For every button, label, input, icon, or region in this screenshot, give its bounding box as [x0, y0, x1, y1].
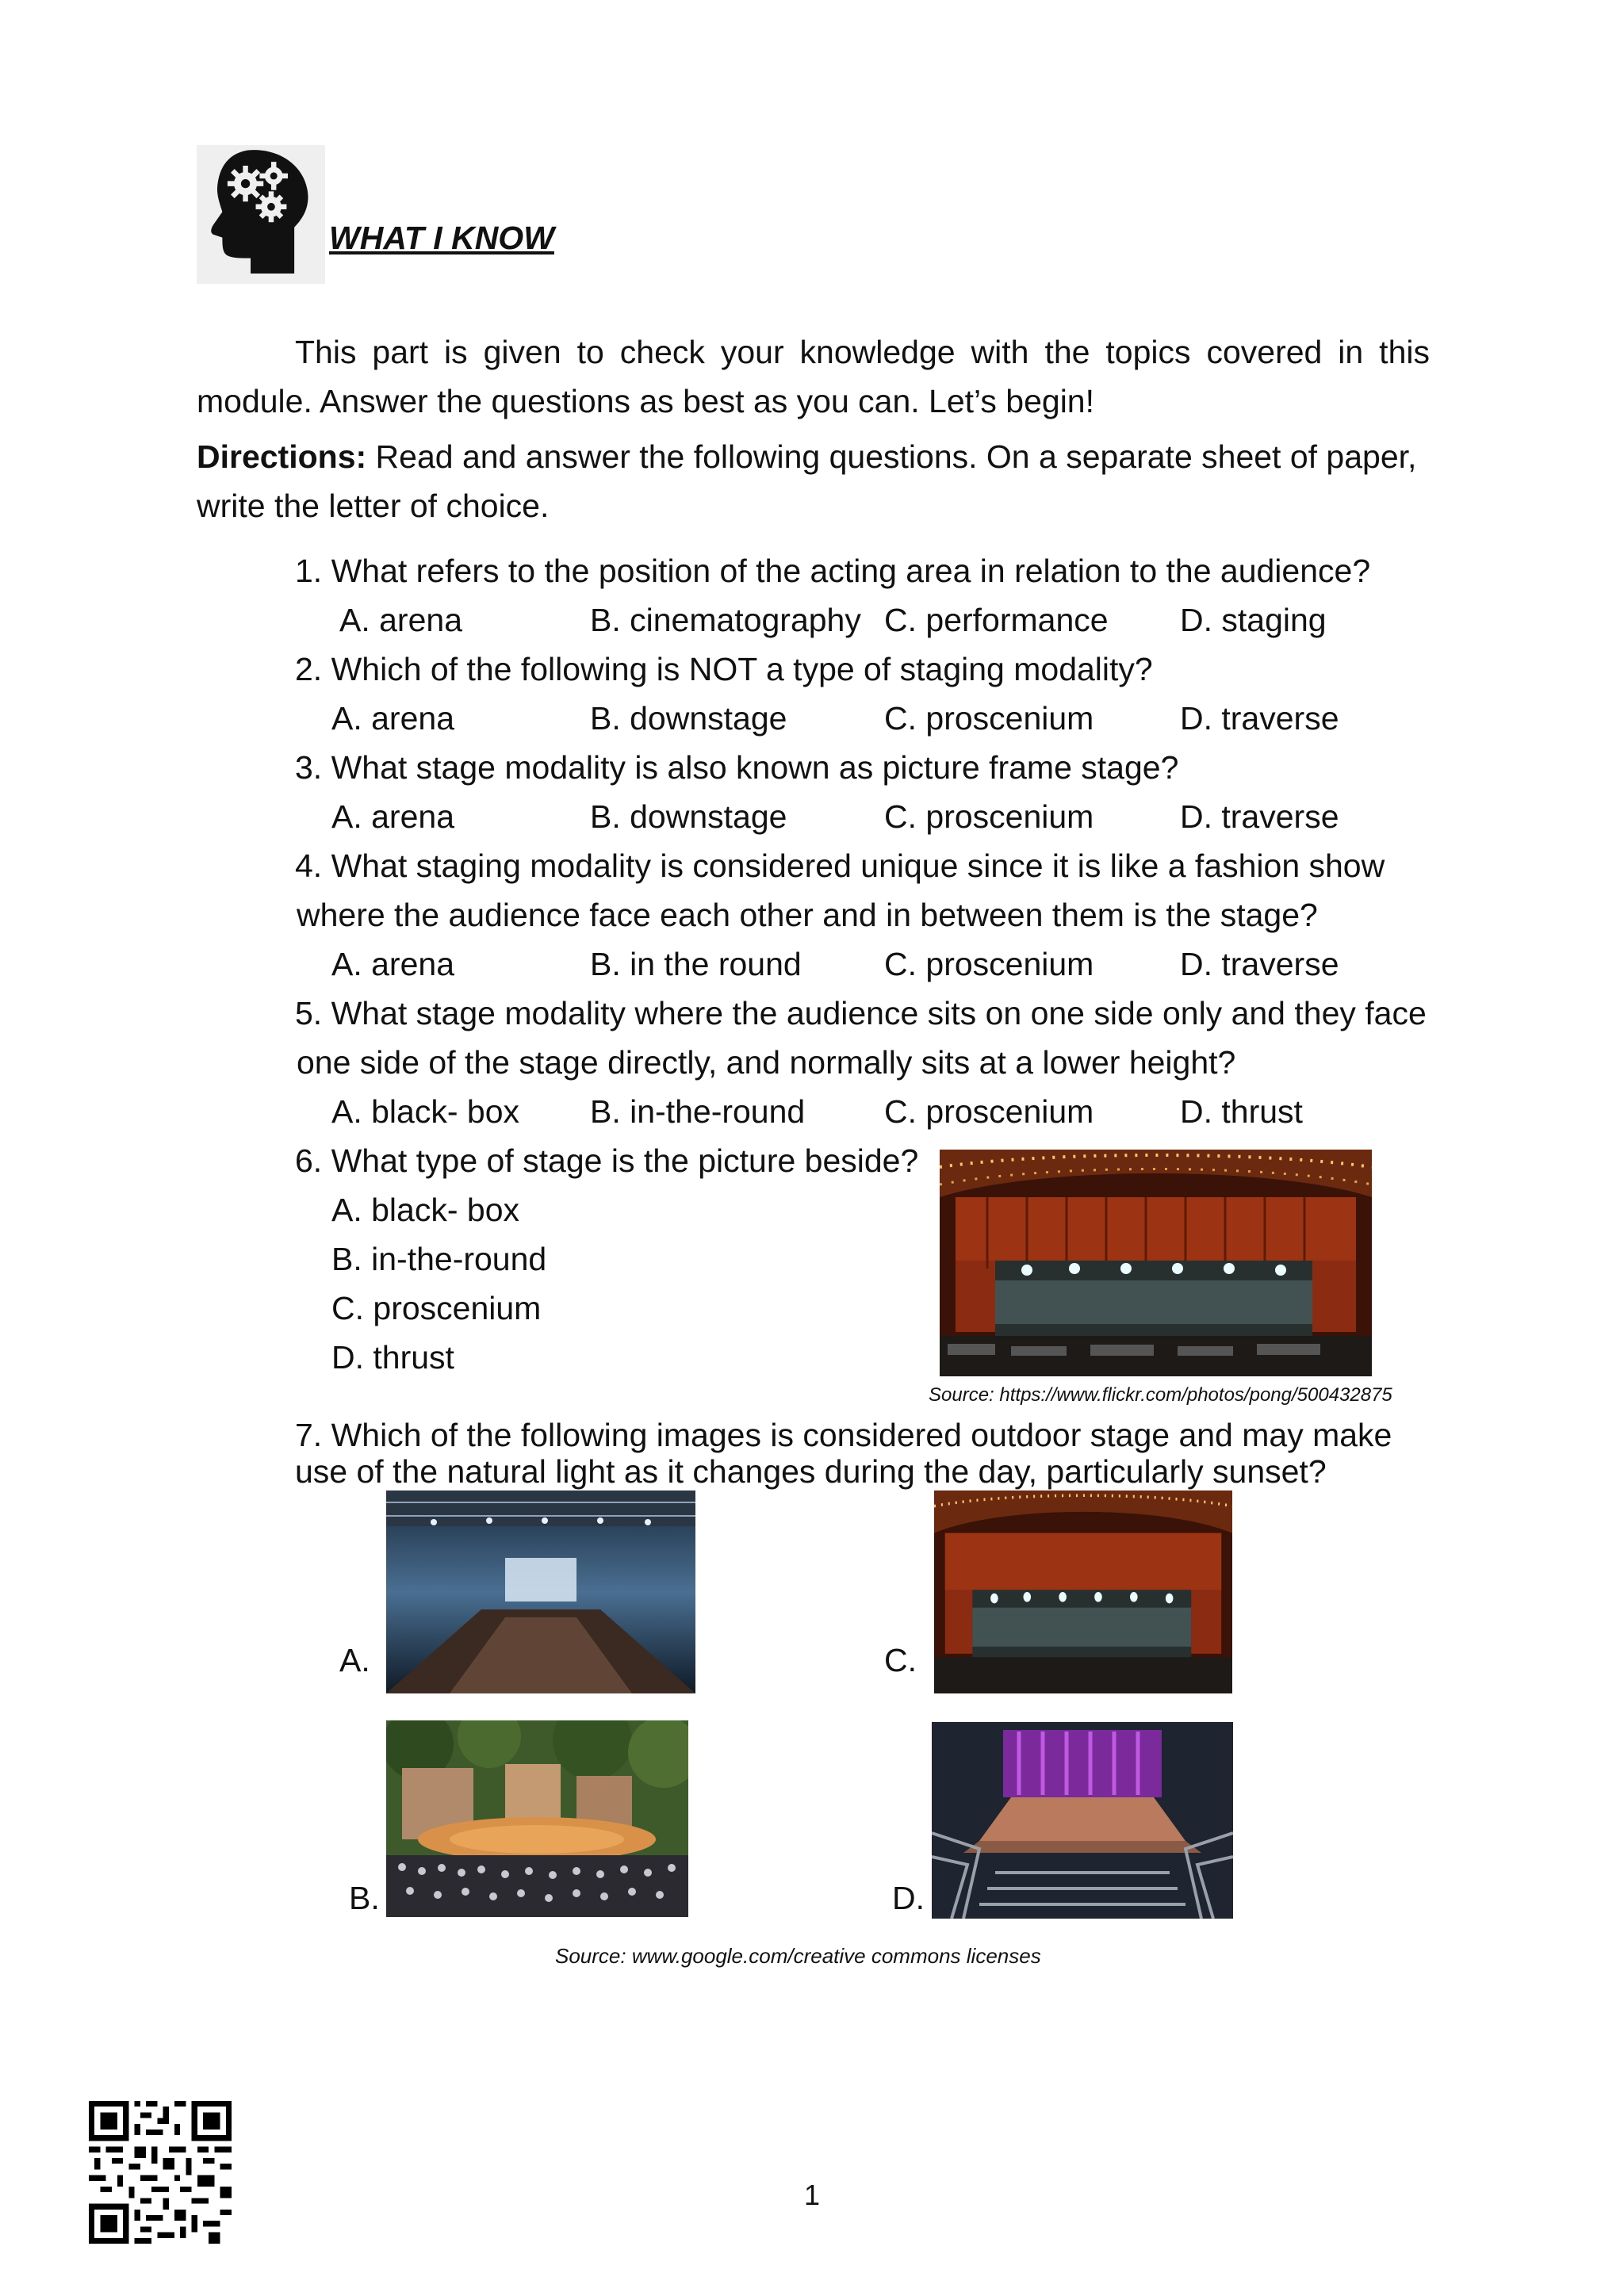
q3-option-b: B. downstage — [590, 798, 787, 835]
question-2: 2. Which of the following is NOT a type of staging modality? — [295, 651, 1153, 687]
q1-option-b: B. cinematography — [590, 602, 861, 638]
q4-option-a: A. arena — [331, 946, 454, 982]
question-5-line-1: 5. What stage modality where the audience sits on one side only and they face — [295, 995, 1427, 1031]
q3-option-a: A. arena — [331, 798, 454, 835]
q4-option-d: D. traverse — [1180, 946, 1339, 982]
intro-paragraph: This part is given to check your knowledge with the topics covered in this module. Answer the questions as best as you can. Let’s begin! — [197, 334, 1430, 419]
question-6: 6. What type of stage is the picture beside? — [295, 1142, 919, 1179]
q2-option-d: D. traverse — [1180, 700, 1339, 737]
q6-option-a: A. black- box — [331, 1192, 519, 1228]
question-5-line-2: one side of the stage directly, and normally sits at a lower height? — [297, 1044, 1236, 1081]
outdoor-stage-photo — [386, 1720, 688, 1917]
q7-option-b-label: B. — [349, 1880, 380, 1916]
proscenium-stage-photo — [940, 1150, 1372, 1376]
directions-paragraph — [197, 432, 1430, 530]
q1-option-d: D. staging — [1180, 602, 1327, 638]
thrust-stage-photo — [932, 1722, 1233, 1919]
question-3: 3. What stage modality is also known as picture frame stage? — [295, 749, 1179, 786]
q4-option-b: B. in the round — [590, 946, 802, 982]
q1-option-a: A. arena — [339, 602, 462, 638]
black-box-stage-photo — [386, 1490, 695, 1693]
q1-option-c: C. performance — [884, 602, 1109, 638]
q5-option-c: C. proscenium — [884, 1093, 1094, 1130]
q5-option-a: A. black- box — [331, 1093, 519, 1130]
q5-option-b: B. in-the-round — [590, 1093, 806, 1130]
q2-option-a: A. arena — [331, 700, 454, 737]
directions-label: Directions: — [197, 438, 367, 475]
q3-option-c: C. proscenium — [884, 798, 1094, 835]
head-gears-icon — [197, 145, 325, 284]
q5-option-d: D. thrust — [1180, 1093, 1303, 1130]
q6-option-d: D. thrust — [331, 1339, 454, 1376]
q3-option-d: D. traverse — [1180, 798, 1339, 835]
q2-option-b: B. downstage — [590, 700, 787, 737]
q7-option-d-label: D. — [892, 1880, 925, 1916]
question-4-line-2: where the audience face each other and in between them is the stage? — [297, 897, 1318, 933]
q6-option-c: C. proscenium — [331, 1290, 542, 1326]
question-7-line-2: use of the natural light as it changes during the day, particularly sunset? — [295, 1453, 1327, 1490]
question-1: 1. What refers to the position of the acting area in relation to the audience? — [295, 553, 1371, 589]
question-4-line-1: 4. What staging modality is considered unique since it is like a fashion show — [295, 848, 1385, 884]
q6-image-source: Source: https://www.flickr.com/photos/pong/500432875 — [929, 1384, 1392, 1406]
directions-text: Read and answer the following questions. On a separate sheet of paper, write the letter of choice. — [197, 438, 1417, 524]
proscenium-stage-photo-c — [934, 1490, 1232, 1693]
q7-option-c-label: C. — [884, 1642, 917, 1678]
q7-option-a-label: A. — [339, 1642, 370, 1678]
qr-code-icon — [89, 2101, 232, 2244]
q4-option-c: C. proscenium — [884, 946, 1094, 982]
question-7-line-1: 7. Which of the following images is considered outdoor stage and may make — [295, 1417, 1392, 1453]
q7-image-source: Source: www.google.com/creative commons licenses — [555, 1944, 1041, 1968]
page-number: 1 — [804, 2179, 821, 2211]
section-title: WHAT I KNOW — [329, 220, 554, 256]
q2-option-c: C. proscenium — [884, 700, 1094, 737]
q6-option-b: B. in-the-round — [331, 1241, 547, 1277]
